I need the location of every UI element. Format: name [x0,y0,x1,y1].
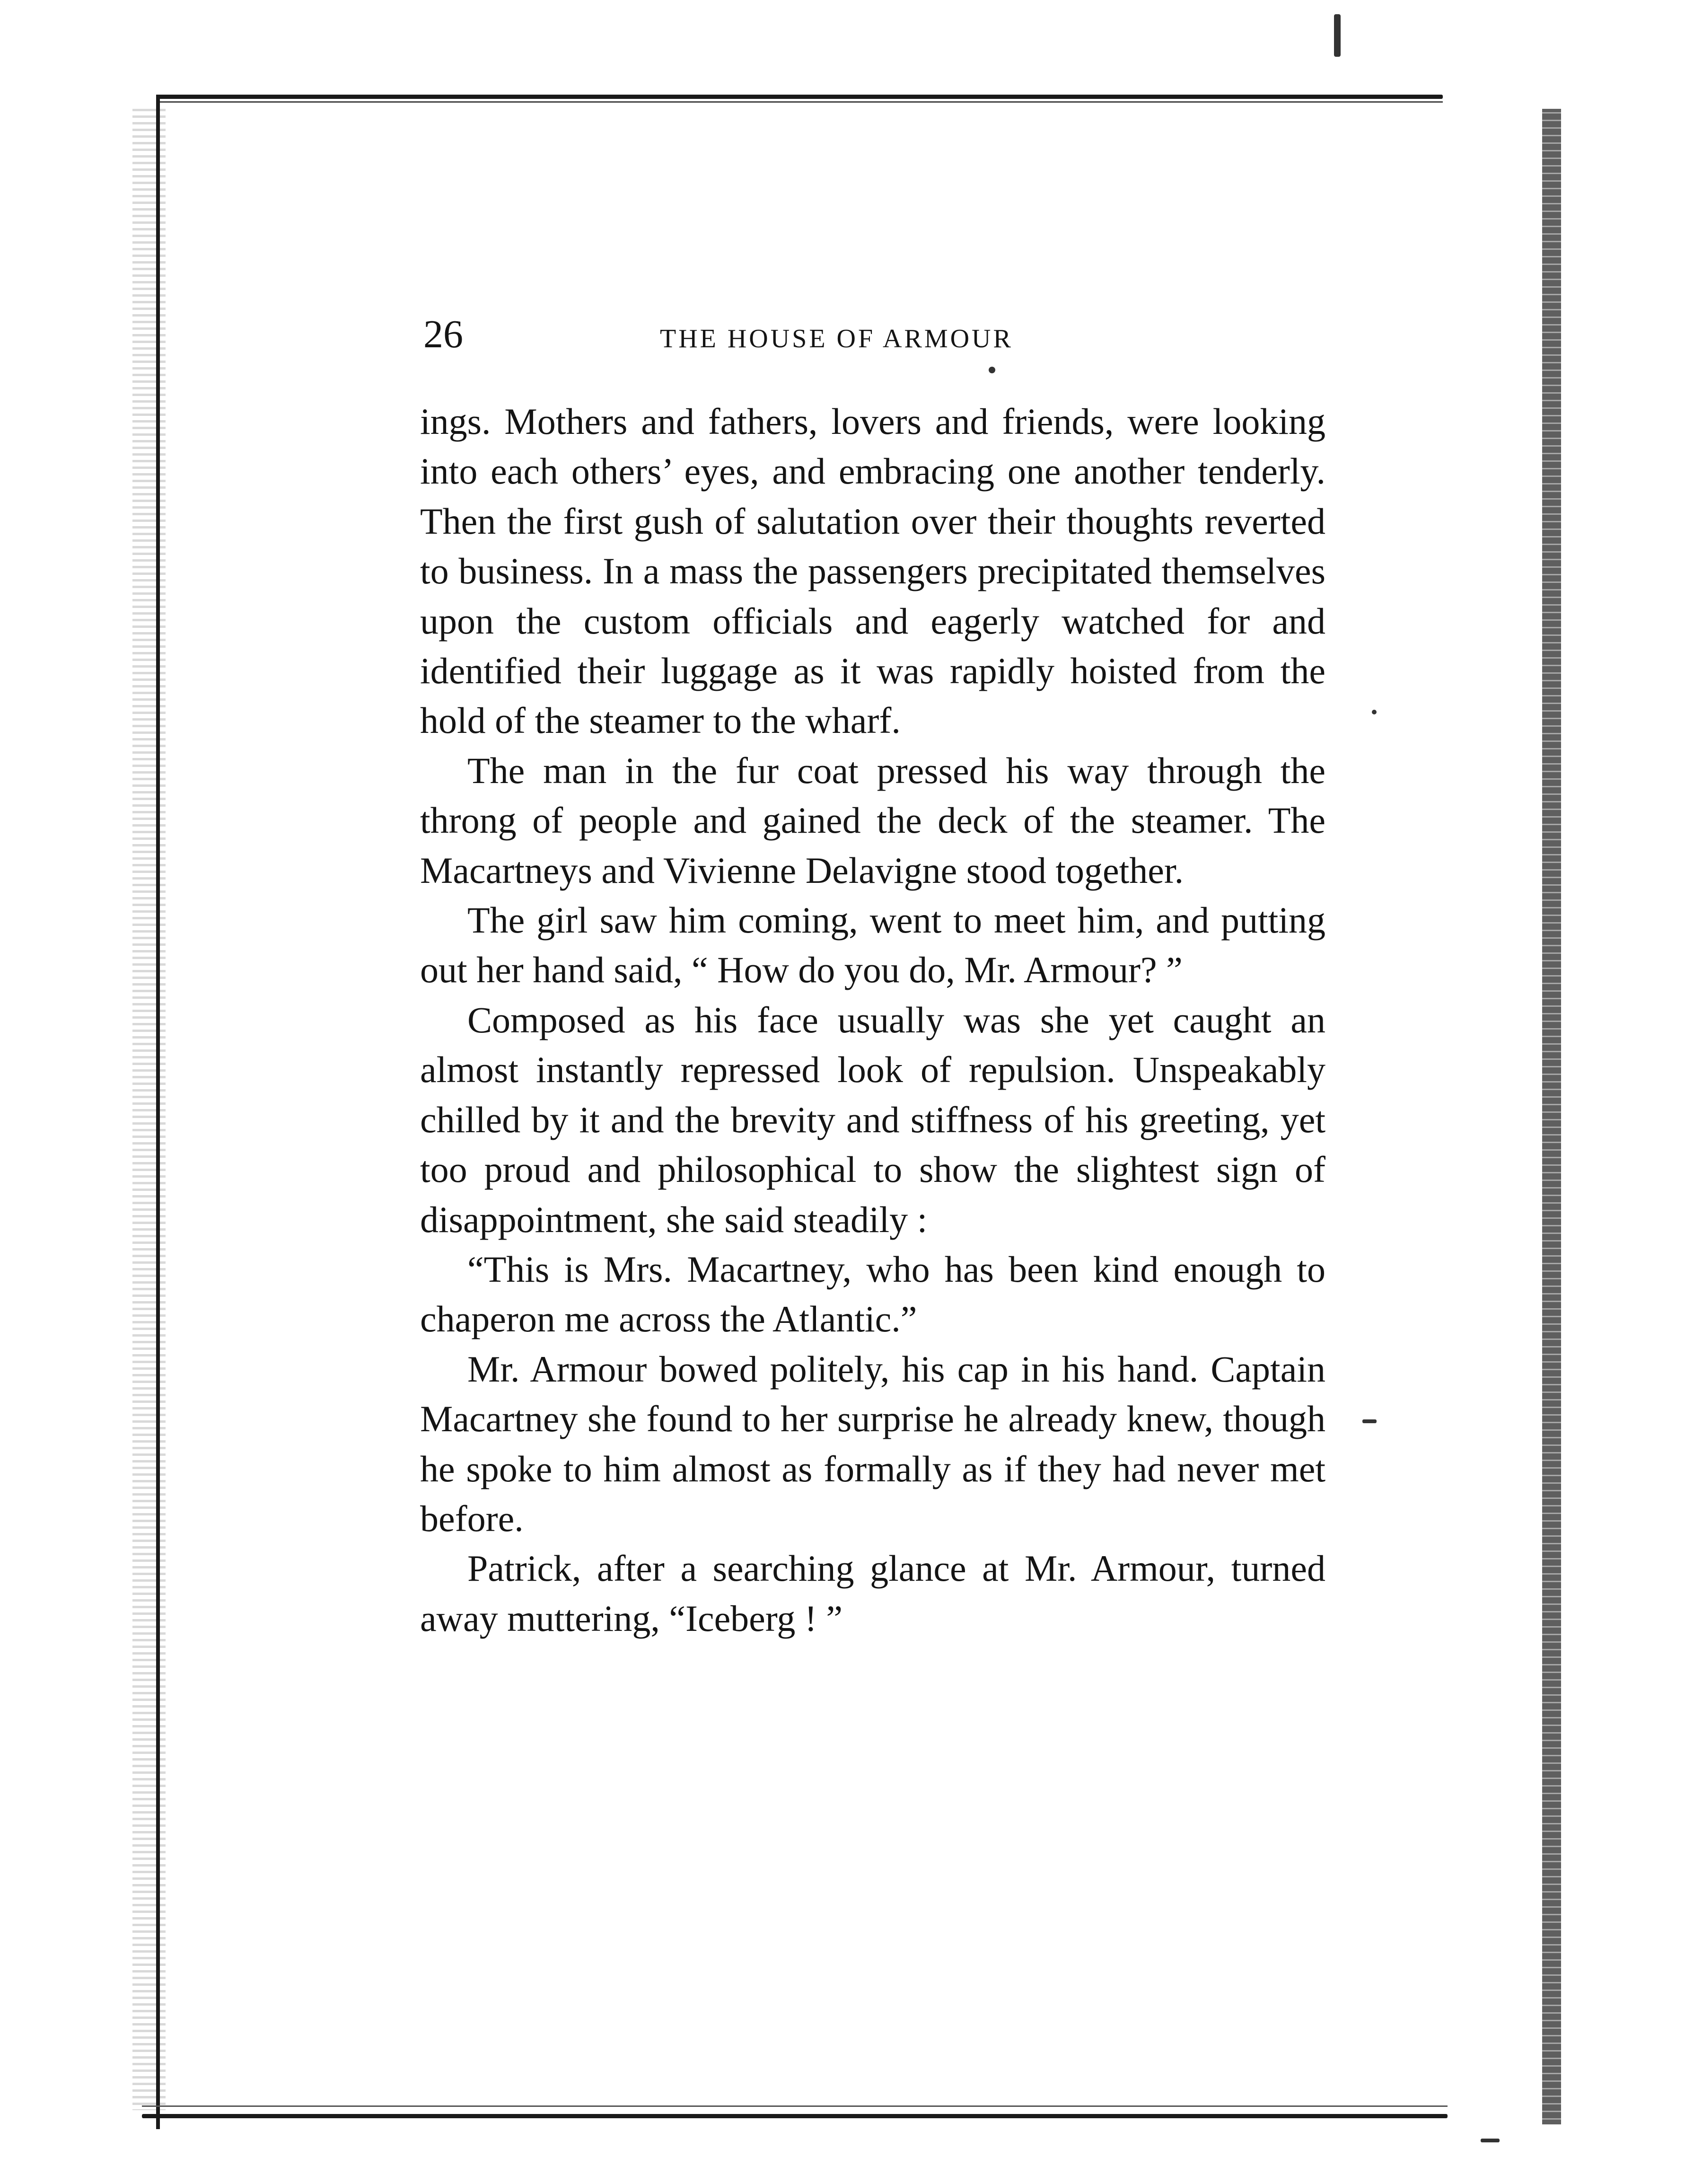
paragraph: Patrick, after a searching glance at Mr. Armour, turned away muttering, “Iceberg ! ” [420,1548,1325,1639]
page-number: 26 [423,312,463,356]
body-text [420,396,1325,1643]
paragraph: The girl saw him coming, went to meet him, and putting out her hand said, “ How do you do, Mr. Armour? ” [420,899,1325,991]
scan-speck [1372,710,1377,714]
paragraph: The man in the fur coat pressed his way through the throng of people and gained the deck of the steamer. The Macartneys and Vivienne Delavigne stood together. [420,749,1325,891]
page-border-top [156,95,1443,99]
page-header [423,308,1322,361]
page-border-bottom [142,2114,1448,2118]
paragraph: “This is Mrs. Macartney, who has been kind enough to chaperon me across the Atlantic.” [420,1248,1325,1340]
scan-speck [1481,2139,1500,2142]
scan-speck [1334,14,1341,57]
running-title: THE HOUSE OF ARMOUR [660,324,1013,353]
paragraph: ings. Mothers and fathers, lovers and friends, were looking into each others’ eyes, and embracing one another tenderly. Then the first gush of salutation over their thoughts reverted to business. In a mass the passengers precipitated themselves upon the custom officials and eagerly watched for and identified their luggage as it was rapidly hoisted from the hold of the steamer to the wharf. [420,401,1325,741]
page-border-left [156,95,160,2129]
page-border-top-inner [156,101,1443,103]
left-binding-edge [132,109,166,2110]
scan-speck [1362,1419,1377,1423]
paragraph: Mr. Armour bowed politely, his cap in his hand. Captain Macartney she found to her surprise he already knew, though he spoke to him almost as formally as if they had never met before. [420,1348,1325,1539]
right-binding-edge [1542,109,1561,2124]
page-border-bottom-inner [142,2105,1448,2107]
paragraph: Composed as his face usually was she yet caught an almost instantly repressed look of repulsion. Unspeakably chilled by it and the brevity and stiffness of his greeting, yet too proud and philosophical to show the slightest sign of disappointment, she said steadily : [420,999,1325,1240]
scan-speck [989,367,995,373]
